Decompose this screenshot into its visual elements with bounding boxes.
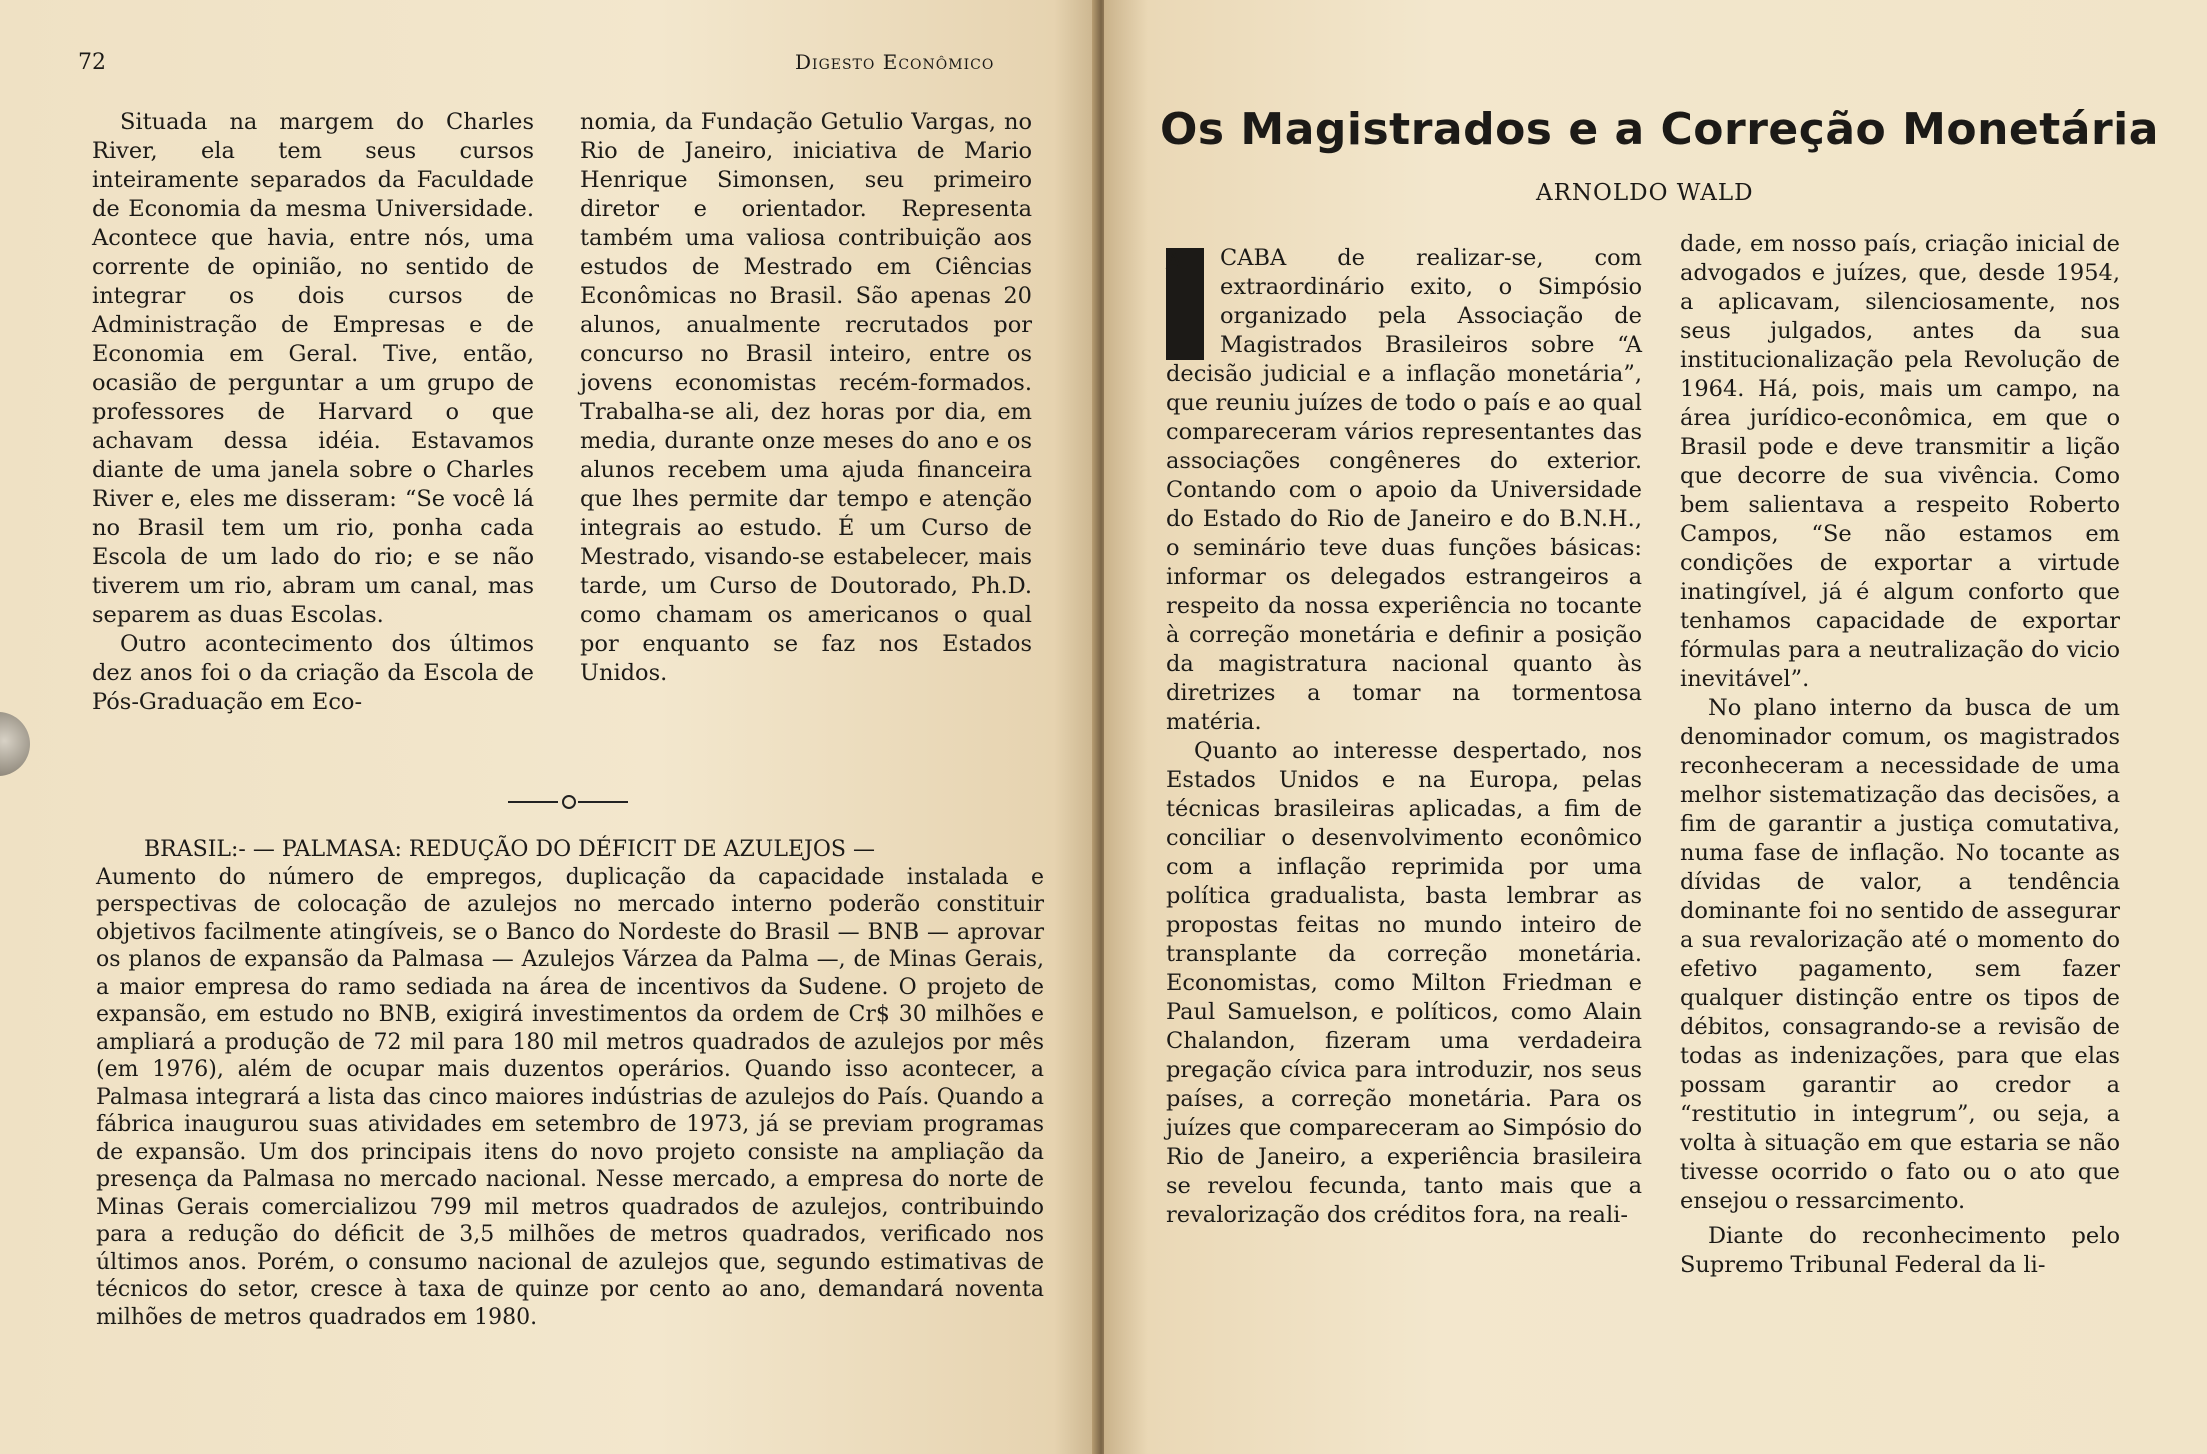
left-column-1	[92, 108, 534, 717]
paragraph: Quanto ao interesse despertado, nos Estados Unidos e na Europa, pelas técnicas brasileiras aplicadas, a fim de conciliar o desenvolvimento econômico com a inflação reprimida por uma política gradualista, basta lembrar as propostas feitas no mundo inteiro de transplante da correção monetária. Economistas, como Milton Friedman e Paul Samuelson, e políticos, como Alain Chalandon, fizeram uma verdadeira pregação cívica para introduzir, nos seus países, a correção monetária. Para os juízes que compareceram ao Simpósio do Rio de Janeiro, a experiência brasileira se revelou fecunda, tanto mais que a revalorização dos créditos fora, na reali-	[1166, 738, 1642, 1228]
news-heading: BRASIL:- — PALMASA: REDUÇÃO DO DÉFICIT DE AZULEJOS —	[144, 837, 875, 862]
article-title: Os Magistrados e a Correção Monetária	[1160, 104, 2159, 155]
paragraph: Outro acontecimento dos últimos dez anos foi o da criação da Escola de Pós-Graduação em Eco-	[92, 631, 534, 715]
drop-cap: A	[1166, 248, 1204, 360]
section-separator	[508, 792, 628, 812]
article-author: ARNOLDO WALD	[1536, 180, 1754, 206]
news-item	[96, 836, 1044, 1331]
paragraph: dade, em nosso país, criação inicial de advogados e juízes, que, desde 1954, a aplicavam, silenciosamente, nos seus julgados, antes da sua institucionalização pela Revolução de 1964. Há, pois, mais um campo, na área jurídico-econômica, em que o Brasil pode e deve transmitir a lição que decorre de sua vivência. Como bem salientava a respeito Roberto Campos, “Se não estamos em condições de exportar a virtude inatingível, já é algum conforto que tenhamos capacidade de exportar fórmulas para a neutralização do vicio inevitável”.	[1680, 231, 2120, 692]
paragraph: Situada na margem do Charles River, ela tem seus cursos inteiramente separados da Faculdade de Economia da mesma Universidade. Acontece que havia, entre nós, uma corrente de opinião, no sentido de integrar os dois cursos de Administração de Empresas e de Economia em Geral. Tive, então, ocasião de perguntar a um grupo de professores de Harvard o que achavam dessa idéia. Estavamos diante de uma janela sobre o Charles River e, eles me disseram: “Se você lá no Brasil tem um rio, ponha cada Escola de um lado do rio; e se não tiverem um rio, abram um canal, mas separem as duas Escolas.	[92, 109, 534, 628]
paragraph: nomia, da Fundação Getulio Vargas, no Rio de Janeiro, iniciativa de Mario Henrique Simonsen, seu primeiro diretor e orientador. Representa também uma valiosa contribuição aos estudos de Mestrado em Ciências Econômicas no Brasil. São apenas 20 alunos, anualmente recrutados por concurso no Brasil inteiro, entre os jovens economistas recém-formados. Trabalha-se ali, dez horas por dia, em media, durante onze meses do ano e os alunos recebem uma ajuda financeira que lhes permite dar tempo e atenção integrais ao estudo. É um Curso de Mestrado, visando-se estabelecer, mais tarde, um Curso de Doutorado, Ph.D. como chamam os americanos o qual por enquanto se faz nos Estados Unidos.	[580, 109, 1032, 686]
paragraph-lead: A CABA de realizar-se, com extraordinário exito, o Simpósio organizado pela Associação de Magistrados Brasileiros sobre “A decisão judicial e a inflação monetária”, que reuniu juízes de todo o país e ao qual compareceram vários representantes das associações congêneres do exterior. Contando com o apoio da Universidade do Estado do Rio de Janeiro e do B.N.H., o seminário teve duas funções básicas: informar os delegados estrangeiros a respeito da nossa experiência no tocante à correção monetária e definir a posição da magistratura nacional quanto às diretrizes a tomar na tormentosa matéria.	[1166, 245, 1642, 735]
news-body: Aumento do número de empregos, duplicação da capacidade instalada e perspectivas de colocação de azulejos no mercado interno poderão constituir objetivos facilmente atingíveis, se o Banco do Nordeste do Brasil — BNB — aprovar os planos de expansão da Palmasa — Azulejos Várzea da Palma —, de Minas Gerais, a maior empresa do ramo sediada na área de incentivos da Sudene. O projeto de expansão, em estudo no BNB, exigirá investimentos da ordem de Cr$ 30 milhões e ampliará a produção de 72 mil para 180 mil metros quadrados de azulejos por mês (em 1976), além de ocupar mais duzentos operários. Quando isso acontecer, a Palmasa integrará a lista das cinco maiores indústrias de azulejos do País. Quando a fábrica inaugurou suas atividades em setembro de 1973, já se previam programas de expansão. Um dos principais itens do novo projeto consiste na ampliação da presença da Palmasa no mercado nacional. Nesse mercado, a empresa do norte de Minas Gerais comercializou 799 mil metros quadrados de azulejos, contribuindo para a redução do déficit de 3,5 milhões de metros quadrados, verificado nos últimos anos. Porém, o consumo nacional de azulejos que, segundo estimativas de técnicos do setor, cresce à taxa de quinze por cento ao ano, demandará noventa milhões de metros quadrados em 1980.	[96, 864, 1044, 1330]
binding-hole	[0, 712, 30, 776]
right-column-1	[1166, 244, 1642, 1230]
left-page	[0, 0, 1098, 1454]
paragraph: Diante do reconhecimento pelo Supremo Tribunal Federal da li-	[1680, 1223, 2120, 1278]
running-head: Digesto Econômico	[795, 50, 995, 74]
left-column-2	[580, 108, 1032, 688]
right-column-2	[1680, 230, 2120, 1280]
page-number: 72	[78, 50, 106, 75]
paragraph: No plano interno da busca de um denominador comum, os magistrados reconheceram a necessidade de uma melhor sistematização das decisões, a fim de garantir a justiça comutativa, numa fase de inflação. No tocante as dívidas de valor, a tendência dominante foi no sentido de assegurar a sua revalorização até o momento do efetivo pagamento, sem fazer qualquer distinção entre os tipos de débitos, consagrando-se a revisão de todas as indenizações, para que elas possam garantir ao credor a “restitutio in integrum”, ou seja, a volta à situação em que estaria se não tivesse ocorrido o fato ou o ato que ensejou o ressarcimento.	[1680, 695, 2120, 1214]
